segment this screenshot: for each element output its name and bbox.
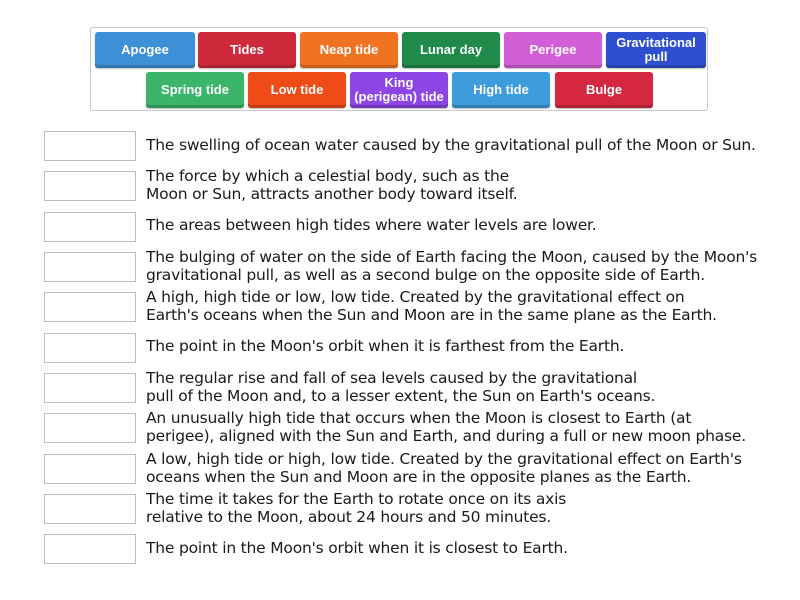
tile-neap-tide[interactable] [300, 32, 398, 68]
tile-label: Spring tide [161, 82, 229, 97]
definition-row [44, 212, 774, 244]
definition-text: The regular rise and fall of sea levels caused by the gravitational pull of the Moon and, to a lesser extent, the Sun on Earth's oceans. [146, 369, 656, 405]
tile-label: Tides [230, 42, 264, 57]
definition-row [44, 409, 774, 445]
tile-king-perigean-tide[interactable] [350, 72, 448, 108]
tile-label: King (perigean) tide [354, 75, 444, 104]
tile-tides[interactable] [198, 32, 296, 68]
tile-gravitational-pull[interactable] [606, 32, 706, 68]
definition-text: The force by which a celestial body, such as the Moon or Sun, attracts another body toward itself. [146, 167, 518, 203]
definition-text: The areas between high tides where water levels are lower. [146, 216, 597, 234]
tile-perigee[interactable] [504, 32, 602, 68]
definition-text: The swelling of ocean water caused by the gravitational pull of the Moon or Sun. [146, 136, 756, 154]
definition-text: The bulging of water on the side of Earth facing the Moon, caused by the Moon's gravitational pull, as well as a second bulge on the opposite side of Earth. [146, 248, 758, 284]
definition-text: The time it takes for the Earth to rotate once on its axis relative to the Moon, about 24 hours and 50 minutes. [146, 490, 567, 526]
definition-text: The point in the Moon's orbit when it is farthest from the Earth. [146, 337, 625, 355]
tile-apogee[interactable] [95, 32, 195, 68]
definition-text: A high, high tide or low, low tide. Created by the gravitational effect on Earth's oceans when the Sun and Moon are in the same plane as the Earth. [146, 288, 717, 324]
tile-label: Bulge [585, 82, 623, 97]
definition-row [44, 333, 774, 365]
answer-drop-zone[interactable] [44, 534, 136, 564]
definition-text: A low, high tide or high, low tide. Created by the gravitational effect on Earth's oceans when the Sun and Moon are in the opposite planes as the Earth. [146, 450, 742, 486]
definition-row [44, 534, 774, 566]
answer-drop-zone[interactable] [44, 333, 136, 363]
tile-label: High tide [473, 82, 529, 97]
tile-label: Perigee [529, 42, 577, 57]
tile-low-tide[interactable] [248, 72, 346, 108]
answer-drop-zone[interactable] [44, 413, 136, 443]
definition-row [44, 288, 774, 324]
definition-row [44, 450, 774, 486]
answer-drop-zone[interactable] [44, 131, 136, 161]
answer-drop-zone[interactable] [44, 494, 136, 524]
answer-drop-zone[interactable] [44, 252, 136, 282]
tile-bulge[interactable] [555, 72, 653, 108]
definition-row [44, 369, 774, 405]
tile-label: Low tide [270, 82, 324, 97]
answer-drop-zone[interactable] [44, 292, 136, 322]
tile-spring-tide[interactable] [146, 72, 244, 108]
tile-high-tide[interactable] [452, 72, 550, 108]
word-bank [90, 27, 708, 111]
answer-drop-zone[interactable] [44, 454, 136, 484]
definition-row [44, 248, 774, 284]
definition-text: An unusually high tide that occurs when the Moon is closest to Earth (at perigee), aligned with the Sun and Earth, and during a full or new moon phase. [146, 409, 746, 445]
tile-label: Neap tide [319, 42, 379, 57]
definition-row [44, 167, 774, 203]
answer-drop-zone[interactable] [44, 373, 136, 403]
tile-label: Lunar day [419, 42, 483, 57]
tile-label: Apogee [121, 42, 169, 57]
answer-drop-zone[interactable] [44, 171, 136, 201]
definition-row [44, 131, 774, 163]
tile-label: Gravitational pull [616, 35, 696, 64]
definition-row [44, 490, 774, 526]
definition-text: The point in the Moon's orbit when it is closest to Earth. [146, 539, 568, 557]
tile-lunar-day[interactable] [402, 32, 500, 68]
answer-drop-zone[interactable] [44, 212, 136, 242]
